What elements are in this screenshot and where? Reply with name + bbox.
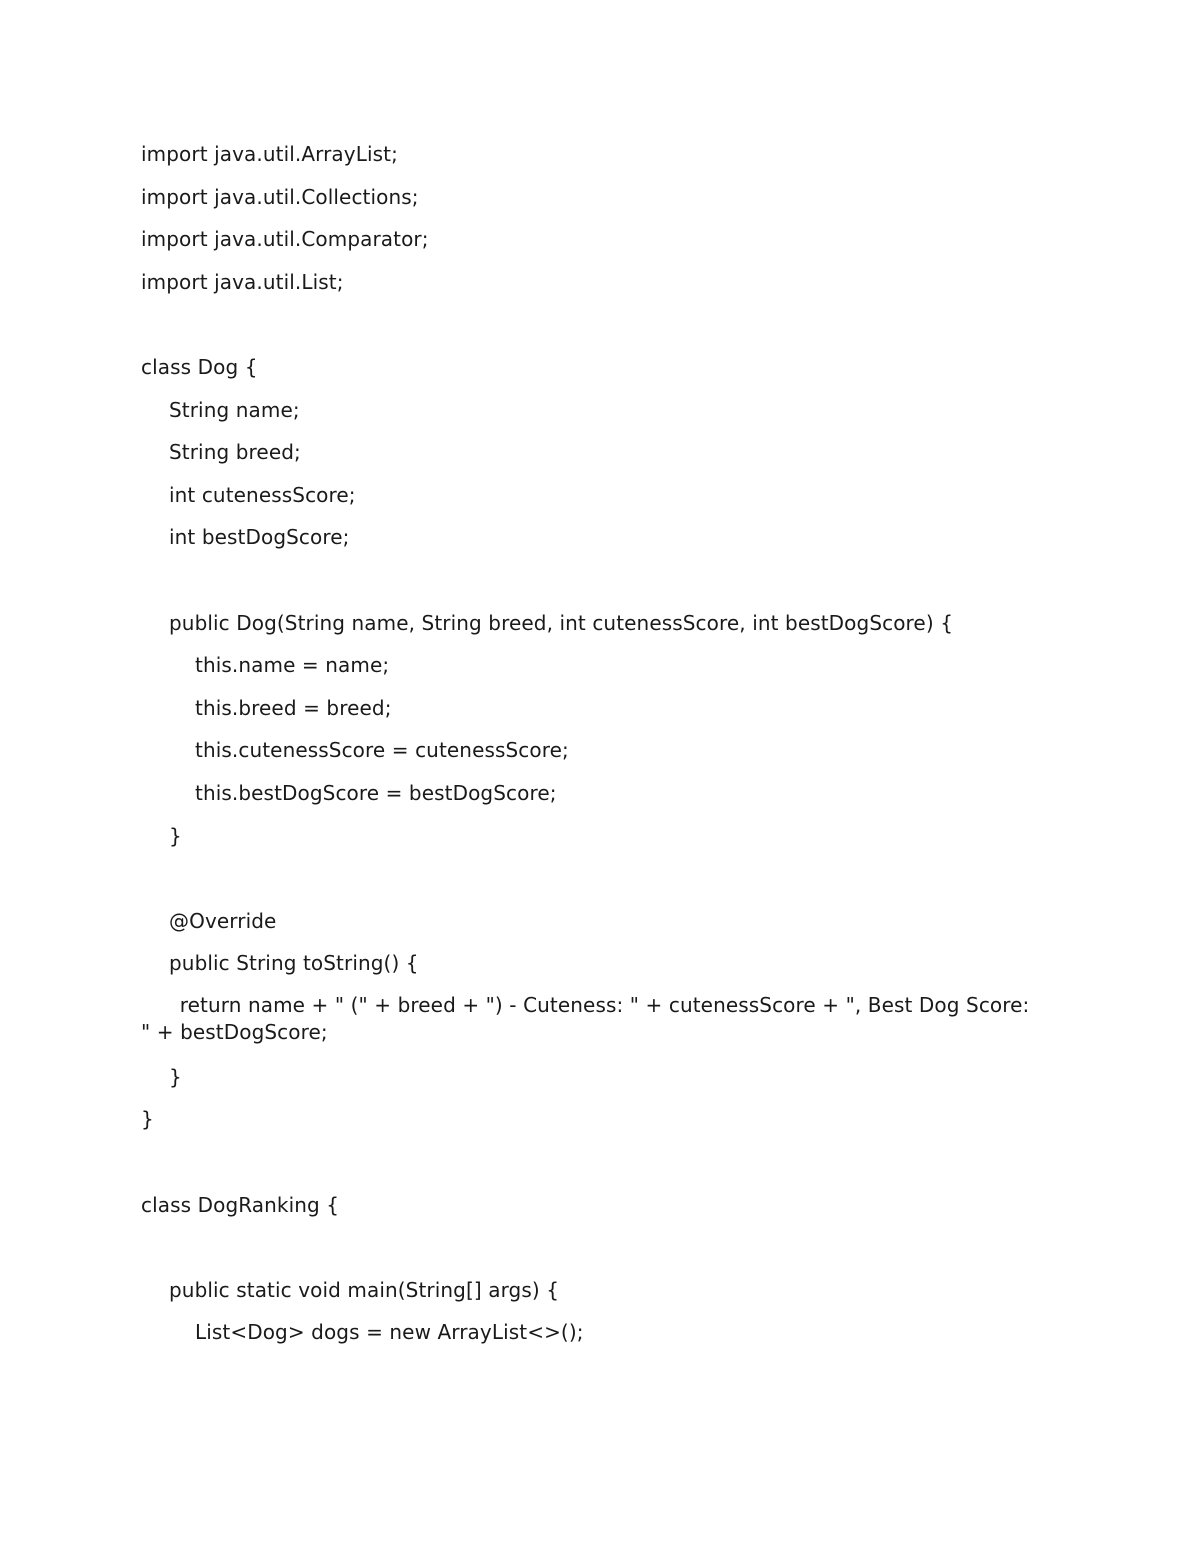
constructor-signature-line: public Dog(String name, String breed, int cutenessScore, int bestDogScore) { (169, 610, 954, 635)
assign-bestdog-line: this.bestDogScore = bestDogScore; (195, 780, 557, 805)
class-dogranking-line: class DogRanking { (141, 1192, 340, 1217)
assign-name-line: this.name = name; (195, 653, 390, 678)
import-list-line: import java.util.List; (141, 269, 344, 294)
blank-line (141, 308, 1041, 351)
tostring-close-brace: } (169, 1064, 182, 1089)
class-dog-close-brace: } (141, 1107, 154, 1132)
tostring-signature-line: public String toString() { (169, 951, 419, 976)
field-bestdog-line: int bestDogScore; (169, 525, 350, 550)
blank-line (141, 1231, 1041, 1274)
constructor-close-brace: } (169, 823, 182, 848)
dogs-list-line: List<Dog> dogs = new ArrayList<>(); (195, 1320, 584, 1345)
blank-line (141, 564, 1041, 607)
field-name-line: String name; (169, 397, 300, 422)
code-block (141, 138, 1041, 1359)
assign-cuteness-line: this.cutenessScore = cutenessScore; (195, 738, 569, 763)
import-collections-line: import java.util.Collections; (141, 184, 419, 209)
blank-line (141, 1146, 1041, 1189)
class-dog-line: class Dog { (141, 354, 258, 379)
main-signature-line: public static void main(String[] args) { (169, 1277, 560, 1302)
field-breed-line: String breed; (169, 440, 301, 465)
import-arraylist-line: import java.util.ArrayList; (141, 142, 398, 166)
field-cuteness-line: int cutenessScore; (169, 482, 356, 507)
blank-line (141, 862, 1041, 905)
tostring-return-line: return name + " (" + breed + ") - Cuteness: " + cutenessScore + ", Best Dog Score: " + bestDogScore; (141, 992, 1036, 1044)
override-annotation-line: @Override (169, 908, 277, 933)
import-comparator-line: import java.util.Comparator; (141, 227, 429, 252)
assign-breed-line: this.breed = breed; (195, 695, 392, 720)
